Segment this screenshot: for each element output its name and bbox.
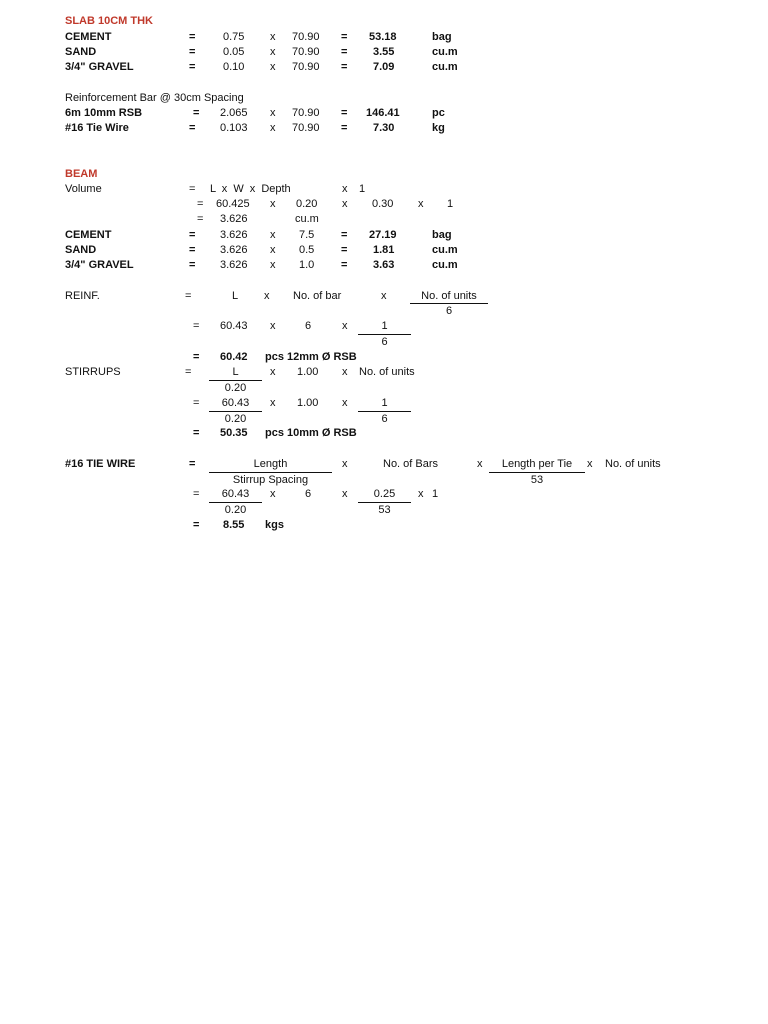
volume-units: 1 bbox=[447, 198, 454, 210]
reinf-result-value: 60.42 bbox=[220, 351, 248, 363]
slab-gravel-label: 3/4" GRAVEL bbox=[65, 61, 134, 73]
rsb-10mm-label: 6m 10mm RSB bbox=[65, 107, 143, 119]
beam-tie-wire-line2-den: 0.20 bbox=[224, 504, 247, 516]
beam-tie-wire-line2-units: 1 bbox=[432, 488, 439, 500]
slab-gravel-eq: = bbox=[189, 61, 196, 73]
stirrups-result-value: 50.35 bbox=[220, 427, 248, 439]
slab-cement-x: x bbox=[270, 31, 276, 43]
beam-gravel-eq2: = bbox=[341, 259, 348, 271]
volume-eq: = bbox=[189, 183, 196, 195]
reinf-result-unit: pcs 12mm Ø RSB bbox=[265, 351, 357, 363]
beam-gravel-eq: = bbox=[189, 259, 196, 271]
beam-gravel-unit: cu.m bbox=[432, 259, 458, 271]
volume-line2-x3: x bbox=[418, 198, 424, 210]
volume-label: Volume bbox=[65, 183, 102, 195]
reinf-line2-x1: x bbox=[270, 320, 276, 332]
tie-wire-qty: 70.90 bbox=[292, 122, 320, 134]
slab-sand-eq2: = bbox=[341, 46, 348, 58]
tie-wire-label: #16 Tie Wire bbox=[65, 122, 129, 134]
slab-gravel-x: x bbox=[270, 61, 276, 73]
stirrups-x2: x bbox=[342, 366, 348, 378]
slab-sand-factor: 0.05 bbox=[223, 46, 245, 58]
stirrups-line2-fden: 6 bbox=[381, 413, 388, 425]
rsb-10mm-result: 146.41 bbox=[366, 107, 400, 119]
reinf-units-divider bbox=[410, 303, 488, 304]
tie-wire-eq: = bbox=[189, 122, 196, 134]
tie-wire-factor: 0.103 bbox=[220, 122, 248, 134]
beam-cement-unit: bag bbox=[432, 229, 452, 241]
tie-wire-unit: kg bbox=[432, 122, 445, 134]
beam-tie-wire-num: Length bbox=[253, 458, 288, 470]
beam-sand-label: SAND bbox=[65, 244, 97, 256]
beam-tie-wire-line2-fden: 53 bbox=[378, 504, 391, 516]
reinf-label: REINF. bbox=[65, 290, 100, 302]
slab-gravel-result: 7.09 bbox=[373, 61, 395, 73]
reinf-l: L bbox=[232, 290, 239, 302]
slab-gravel-eq2: = bbox=[341, 61, 348, 73]
slab-sand-result: 3.55 bbox=[373, 46, 395, 58]
reinf-units-den: 6 bbox=[445, 305, 453, 317]
volume-line2-eq: = bbox=[197, 198, 204, 210]
stirrups-units: No. of units bbox=[359, 366, 415, 378]
reinf-line2-x2: x bbox=[342, 320, 348, 332]
slab-sand-eq: = bbox=[189, 46, 196, 58]
tie-wire-result: 7.30 bbox=[373, 122, 395, 134]
beam-sand-eq2: = bbox=[341, 244, 348, 256]
beam-tie-wire-lpt-den: 53 bbox=[530, 474, 544, 486]
volume-one: 1 bbox=[359, 183, 366, 195]
stirrups-factor: 1.00 bbox=[297, 366, 319, 378]
beam-tie-wire-result-eq: = bbox=[193, 519, 200, 531]
beam-tie-wire-line2-x2: x bbox=[342, 488, 348, 500]
stirrups-divider bbox=[209, 380, 262, 381]
stirrups-result-unit: pcs 10mm Ø RSB bbox=[265, 427, 357, 439]
beam-tie-wire-den: Stirrup Spacing bbox=[232, 474, 309, 486]
beam-cement-eq: = bbox=[189, 229, 196, 241]
beam-sand-factor: 3.626 bbox=[220, 244, 248, 256]
slab-cement-eq2: = bbox=[341, 31, 348, 43]
tie-wire-eq2: = bbox=[341, 122, 348, 134]
volume-depth: 0.30 bbox=[372, 198, 394, 210]
reinf-result-eq: = bbox=[193, 351, 200, 363]
volume-x: x bbox=[342, 183, 348, 195]
reinf-line2-eq: = bbox=[193, 320, 200, 332]
stirrups-num: L bbox=[232, 366, 239, 378]
beam-tie-wire-x1: x bbox=[342, 458, 348, 470]
reinf-units-num: No. of units bbox=[421, 290, 477, 302]
tie-wire-x: x bbox=[270, 122, 276, 134]
beam-tie-wire-line2-divider bbox=[209, 502, 262, 503]
beam-sand-qty: 0.5 bbox=[299, 244, 315, 256]
slab-sand-label: SAND bbox=[65, 46, 97, 58]
stirrups-line2-num: 60.43 bbox=[221, 397, 250, 409]
beam-cement-eq2: = bbox=[341, 229, 348, 241]
stirrups-den: 0.20 bbox=[224, 382, 247, 394]
beam-gravel-factor: 3.626 bbox=[220, 259, 248, 271]
rsb-10mm-factor: 2.065 bbox=[220, 107, 248, 119]
volume-value: 3.626 bbox=[220, 213, 248, 225]
reinforcement-title: Reinforcement Bar @ 30cm Spacing bbox=[65, 92, 244, 104]
beam-sand-x: x bbox=[270, 244, 276, 256]
slab-sand-x: x bbox=[270, 46, 276, 58]
volume-line2-x2: x bbox=[342, 198, 348, 210]
beam-tie-wire-lpt-divider bbox=[489, 472, 585, 473]
beam-tie-wire-line2-eq: = bbox=[193, 488, 200, 500]
stirrups-x1: x bbox=[270, 366, 276, 378]
volume-formula: L x W x Depth bbox=[210, 183, 291, 195]
beam-sand-eq: = bbox=[189, 244, 196, 256]
stirrups-eq: = bbox=[185, 366, 192, 378]
reinf-x2: x bbox=[381, 290, 387, 302]
stirrups-line2-divider bbox=[209, 411, 262, 412]
volume-unit: cu.m bbox=[295, 213, 319, 225]
beam-cement-label: CEMENT bbox=[65, 229, 112, 241]
reinf-line2-length: 60.43 bbox=[220, 320, 248, 332]
beam-gravel-x: x bbox=[270, 259, 276, 271]
reinf-bars: No. of bar bbox=[293, 290, 342, 302]
reinf-line2-bars: 6 bbox=[305, 320, 312, 332]
stirrups-line2-x2: x bbox=[342, 397, 348, 409]
beam-tie-wire-line2-x3: x bbox=[418, 488, 424, 500]
slab-cement-label: CEMENT bbox=[65, 31, 112, 43]
beam-tie-wire-units: No. of units bbox=[605, 458, 661, 470]
beam-gravel-label: 3/4" GRAVEL bbox=[65, 259, 134, 271]
slab-sand-unit: cu.m bbox=[432, 46, 458, 58]
beam-tie-wire-label: #16 TIE WIRE bbox=[65, 458, 136, 470]
volume-line3-eq: = bbox=[197, 213, 204, 225]
reinf-eq: = bbox=[185, 290, 192, 302]
rsb-10mm-qty: 70.90 bbox=[292, 107, 320, 119]
beam-cement-factor: 3.626 bbox=[220, 229, 248, 241]
beam-cement-x: x bbox=[270, 229, 276, 241]
volume-length: 60.425 bbox=[216, 198, 250, 210]
slab-cement-unit: bag bbox=[432, 31, 452, 43]
rsb-10mm-eq: = bbox=[193, 107, 200, 119]
beam-gravel-result: 3.63 bbox=[373, 259, 395, 271]
beam-gravel-qty: 1.0 bbox=[299, 259, 315, 271]
beam-sand-unit: cu.m bbox=[432, 244, 458, 256]
stirrups-label: STIRRUPS bbox=[65, 366, 121, 378]
beam-tie-wire-line2-bars: 6 bbox=[305, 488, 312, 500]
beam-tie-wire-lpt-num: Length per Tie bbox=[501, 458, 573, 470]
beam-tie-wire-bars: No. of Bars bbox=[383, 458, 439, 470]
stirrups-line2-den: 0.20 bbox=[224, 413, 247, 425]
beam-tie-wire-line2-x1: x bbox=[270, 488, 276, 500]
reinf-line2-num: 1 bbox=[381, 320, 388, 332]
stirrups-line2-factor: 1.00 bbox=[297, 397, 319, 409]
reinf-line2-divider bbox=[358, 334, 411, 335]
rsb-10mm-x: x bbox=[270, 107, 276, 119]
reinf-x1: x bbox=[264, 290, 270, 302]
beam-tie-wire-result-value: 8.55 bbox=[223, 519, 245, 531]
beam-tie-wire-line2-fdivider bbox=[358, 502, 411, 503]
stirrups-result-eq: = bbox=[193, 427, 200, 439]
slab-cement-qty: 70.90 bbox=[292, 31, 320, 43]
volume-width: 0.20 bbox=[296, 198, 318, 210]
beam-sand-result: 1.81 bbox=[373, 244, 395, 256]
beam-tie-wire-result-unit: kgs bbox=[265, 519, 284, 531]
slab-cement-eq: = bbox=[189, 31, 196, 43]
beam-tie-wire-x3: x bbox=[587, 458, 593, 470]
slab-cement-result: 53.18 bbox=[369, 31, 397, 43]
stirrups-line2-eq: = bbox=[193, 397, 200, 409]
slab-sand-qty: 70.90 bbox=[292, 46, 320, 58]
rsb-10mm-unit: pc bbox=[432, 107, 445, 119]
slab-gravel-unit: cu.m bbox=[432, 61, 458, 73]
stirrups-line2-fdivider bbox=[358, 411, 411, 412]
volume-line2-x1: x bbox=[270, 198, 276, 210]
beam-tie-wire-line2-fnum: 0.25 bbox=[373, 488, 396, 500]
beam-tie-wire-eq: = bbox=[189, 458, 196, 470]
slab-gravel-qty: 70.90 bbox=[292, 61, 320, 73]
beam-tie-wire-line2-num: 60.43 bbox=[221, 488, 250, 500]
beam-cement-result: 27.19 bbox=[369, 229, 397, 241]
beam-heading: BEAM bbox=[65, 168, 98, 180]
stirrups-line2-x1: x bbox=[270, 397, 276, 409]
rsb-10mm-eq2: = bbox=[341, 107, 348, 119]
beam-tie-wire-divider bbox=[209, 472, 332, 473]
beam-tie-wire-x2: x bbox=[477, 458, 483, 470]
slab-heading: SLAB 10CM THK bbox=[65, 15, 154, 27]
slab-cement-factor: 0.75 bbox=[223, 31, 245, 43]
reinf-line2-den: 6 bbox=[381, 336, 388, 348]
stirrups-line2-fnum: 1 bbox=[381, 397, 388, 409]
beam-cement-qty: 7.5 bbox=[299, 229, 315, 241]
slab-gravel-factor: 0.10 bbox=[223, 61, 245, 73]
